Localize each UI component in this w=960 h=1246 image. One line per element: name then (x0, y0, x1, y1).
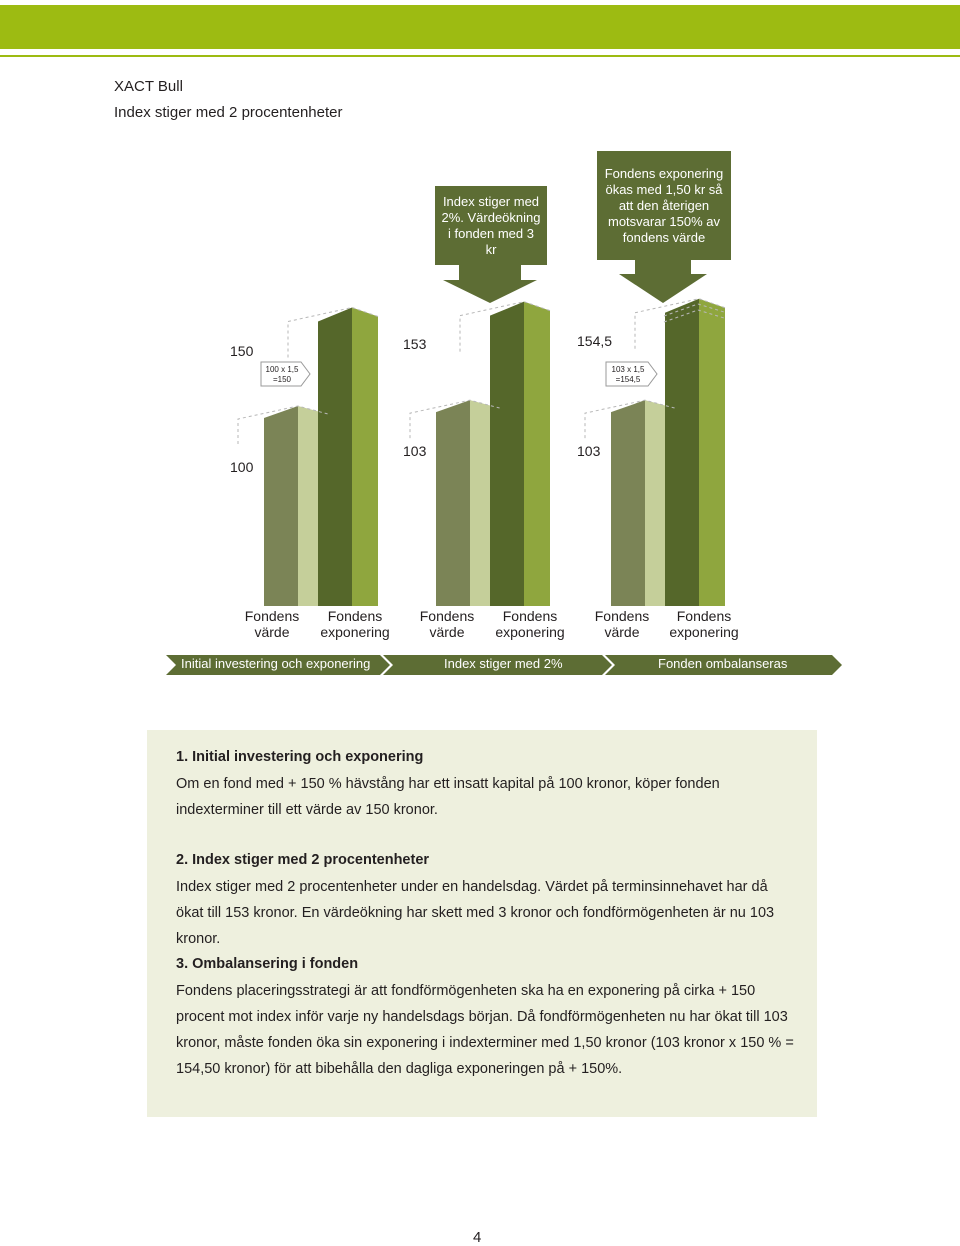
label-exposure-initial: 150 (230, 343, 254, 359)
caption-value-1: Fondens värde (244, 608, 300, 640)
caption-value-2: Fondens värde (419, 608, 475, 640)
caption-value-3: Fondens värde (594, 608, 650, 640)
label-value-index: 103 (403, 443, 427, 459)
step-label-index: Index stiger med 2% (444, 656, 563, 671)
caption-exposure-3: Fondens exponering (669, 608, 739, 640)
page-number: 4 (473, 1229, 482, 1246)
step-label-initial: Initial investering och exponering (181, 656, 371, 671)
document-title: XACT Bull (114, 78, 183, 95)
step-label-rebalance: Fonden ombalanseras (658, 656, 788, 671)
label-value-rebalanced: 103 (577, 443, 601, 459)
section-1-heading: 1. Initial investering och exponering (176, 749, 424, 765)
bar-fondens-exponering-3 (665, 299, 725, 606)
label-value-initial: 100 (230, 459, 254, 475)
label-exposure-rebalanced: 154,5 (577, 333, 613, 349)
calc-note-rebalanced: 103 x 1,5 =154,5 (611, 365, 645, 384)
document-subtitle: Index stiger med 2 procentenheter (114, 104, 343, 121)
bar-fondens-exponering-1 (318, 308, 378, 607)
callout-arrow-rebalance (619, 260, 707, 303)
label-exposure-index: 153 (403, 336, 427, 352)
caption-exposure-1: Fondens exponering (320, 608, 390, 640)
section-2-heading: 2. Index stiger med 2 procentenheter (176, 852, 430, 868)
section-3-body: Fondens placeringsstrategi är att fondförmögenheten ska ha en exponering på cirka + 150 procent mot index inför varje ny handelsdags början. Då fondförmögenheten nu har ökat till 103 kronor, måste fonden öka sin exponering i indexterminer med 1,50 kronor (103 kronor x 150 % = 154,50 kronor) för att bibehålla den dagliga exponeringen på + 150%. (176, 983, 794, 1077)
callout-rebalance: Fondens exponering ökas med 1,50 kr så att den återigen motsvarar 150% av fondens värde (597, 151, 731, 260)
section-3-heading: 3. Ombalansering i fonden (176, 956, 359, 972)
section-1-body: Om en fond med + 150 % hävstång har ett insatt kapital på 100 kronor, köper fonden indexterminer till ett värde av 150 kronor. (176, 776, 720, 818)
callout-arrow-index (443, 265, 537, 303)
bar-fondens-exponering-2 (490, 302, 550, 606)
caption-exposure-2: Fondens exponering (495, 608, 565, 640)
calc-note-initial: 100 x 1,5 =150 (265, 365, 299, 384)
callout-index-rise: Index stiger med 2%. Värdeökning i fonden med 3 kr (435, 186, 547, 265)
section-2-body: Index stiger med 2 procentenheter under en handelsdag. Värdet på terminsinnehavet har då ökat till 153 kronor. En värdeökning har skett med 3 kronor och fondförmögenheten är nu 103 kronor. (176, 879, 775, 947)
